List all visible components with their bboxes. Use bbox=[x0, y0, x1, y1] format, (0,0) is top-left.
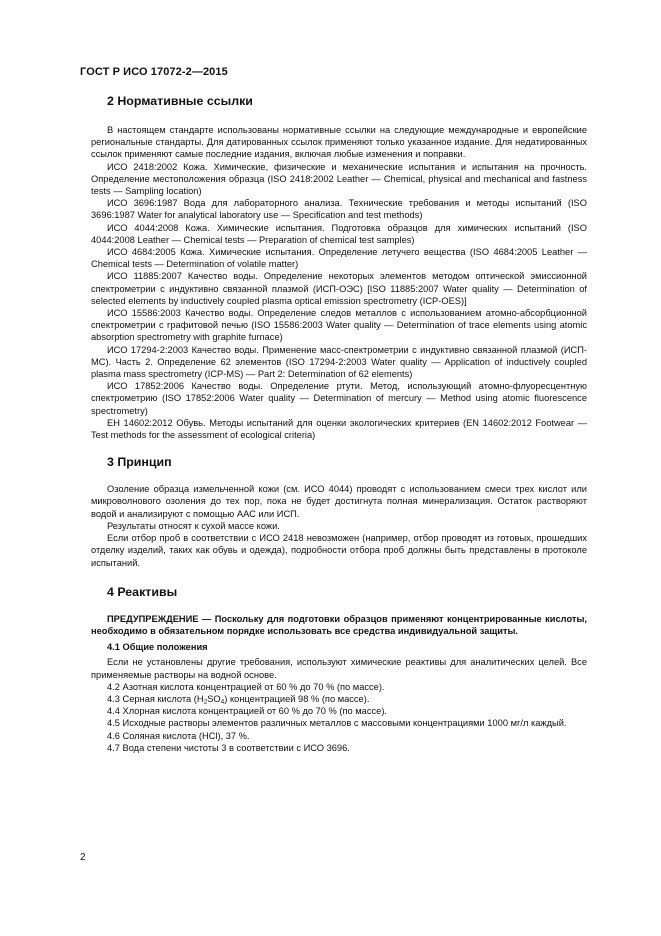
text-fragment: ) концентрацией 98 % (по массе). bbox=[224, 693, 370, 704]
section-heading-reagents: 4 Реактивы bbox=[107, 584, 178, 599]
paragraph: Результаты относят к сухой массе кожи. bbox=[107, 520, 280, 531]
reagent-item-sulfuric-acid bbox=[91, 693, 587, 705]
reference-item: ИСО 17852:2006 Качество воды. Определение ртути. Метод, использующий атомно-флуоресцентную спектрометрию (ISO 17852:2006 Water quality — Determination of mercury — Method using atomic fluorescence spectrometry) bbox=[91, 381, 587, 416]
reference-item: ИСО 17294-2:2003 Качество воды. Применение масс-спектрометрии с индуктивно связанной плазмой (ИСП-МС). Часть 2. Определение 62 элементов (ISO 17294-2:2003 Water quality — Application of inductively coupled plasma mass spectrometry (ICP-MS) — Part 2: Determination of 62 elements) bbox=[91, 344, 587, 380]
reference-item: ИСО 4684:2005 Кожа. Химические испытания. Определение летучего вещества (ISO 4684:2005 Leather — Chemical tests — Determination of volatile matter) bbox=[91, 247, 587, 270]
reference-item: ИСО 11885:2007 Качество воды. Определение некоторых элементов методом оптической эмиссионной спектрометрии с индуктивно связанной плазмой (ИСП-ОЭС) [ISO 11885:2007 Water quality — Determination of selected elements by inductively coupled plasma optical emission spectrometry (ICP-OES)] bbox=[91, 271, 587, 306]
subsection-heading-general: 4.1 Общие положения bbox=[107, 642, 208, 653]
warning-paragraph: ПРЕДУПРЕЖДЕНИЕ — Поскольку для подготовки образцов применяют концентрированные кислоты, необходимо в обязательном порядке использовать все средства индивидуальной защиты. bbox=[91, 613, 587, 636]
reference-item: ИСО 4044:2008 Кожа. Химические испытания. Подготовка образцов для химических испытаний (ISO 4044:2008 Leather — Chemical tests — Preparation of chemical test samples) bbox=[91, 222, 587, 245]
document-header: ГОСТ Р ИСО 17072-2—2015 bbox=[80, 66, 228, 78]
reagent-item: 4.5 Исходные растворы элементов различных металлов с массовыми концентрациями 1000 мг/л каждый. bbox=[107, 718, 567, 729]
reference-item: ИСО 3696:1987 Вода для лабораторного анализа. Технические требования и методы испытаний (ISO 3696:1987 Water for analytical laboratory use — Specification and test methods) bbox=[91, 198, 587, 221]
reference-item: ИСО 15586:2003 Качество воды. Определение следов металлов с использованием атомно-абсорбционной спектрометрии с графитовой печью (ISO 15586:2003 Water quality — Determination of trace elements using atomic absorption spectrometry with graphite furnace) bbox=[91, 308, 587, 343]
subscript: 4 bbox=[220, 698, 225, 706]
text-fragment: SO bbox=[207, 693, 221, 704]
paragraph: В настоящем стандарте использованы нормативные ссылки на следующие международные и европейские региональные стандарты. Для датированных ссылок применяют только указанное издание. Для недатированных ссылок применяют самые последние издания, включая любые изменения и поправки. bbox=[91, 125, 587, 160]
paragraph: Если отбор проб в соответствии с ИСО 2418 невозможен (например, отбор проводят из готовых, прошедших отделку изделий, таких как обувь и одежда), подробности отбора проб должны быть представлены в протоколе испытаний. bbox=[91, 533, 587, 568]
subscript: 2 bbox=[203, 698, 208, 706]
page-number: 2 bbox=[80, 852, 86, 863]
reagent-item: 4.7 Вода степени чистоты 3 в соответствии с ИСО 3696. bbox=[107, 742, 350, 753]
section-heading-normative-references: 2 Нормативные ссылки bbox=[107, 94, 253, 108]
document-body bbox=[91, 94, 587, 754]
reagent-item: 4.4 Хлорная кислота концентрацией от 60 % до 70 % (по массе). bbox=[107, 706, 388, 717]
reference-item: ИСО 2418:2002 Кожа. Химические, физические и механические испытания и испытания на прочность. Определение местоположения образца (ISO 2418:2002 Leather — Chemical, physical and mechanical and fastness tests — Sampling location) bbox=[91, 161, 587, 197]
reference-item: ЕН 14602:2012 Обувь. Методы испытаний для оценки экологических критериев (EN 14602:2012 Footwear — Test methods for the assessment of ecological criteria) bbox=[91, 417, 587, 441]
reagent-item: 4.6 Соляная кислота (HCl), 37 %. bbox=[107, 730, 250, 741]
paragraph: Озоление образца измельченной кожи (см. ИСО 4044) проводят с использованием смеси трех кислот или микроволнового озоления до тех пор, пока не будет достигнута полная минерализация. Остаток растворяют водой и анализируют с помощью ААС или ИСП. bbox=[91, 484, 587, 519]
reagent-item: 4.2 Азотная кислота концентрацией от 60 % до 70 % (по массе). bbox=[107, 681, 385, 692]
paragraph: Если не установлены другие требования, используют химические реактивы для аналитических целей. Все применяемые растворы на водной основе. bbox=[91, 657, 587, 680]
section-heading-principle: 3 Принцип bbox=[107, 455, 172, 470]
text-fragment: 4.3 Серная кислота (H bbox=[107, 693, 204, 704]
